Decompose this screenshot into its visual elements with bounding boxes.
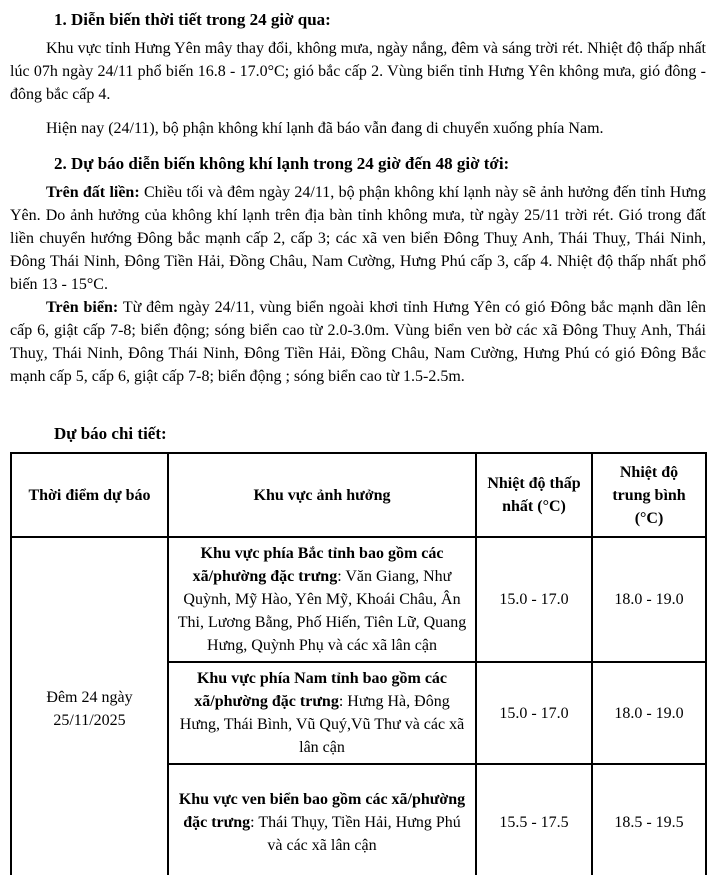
detail-forecast-heading: Dự báo chi tiết: bbox=[54, 424, 167, 443]
header-forecast-time: Thời điểm dự báo bbox=[11, 453, 168, 537]
sea-forecast-paragraph bbox=[10, 296, 706, 388]
region-coast-text: : Thái Thụy, Tiền Hải, Hưng Phú và các xã lân cận bbox=[250, 813, 461, 854]
table-row bbox=[11, 537, 706, 662]
region-south-lead: Khu vực phía Nam tỉnh bao gồm các xã/phường đặc trưng bbox=[194, 670, 448, 710]
region-north-text: : Văn Giang, Như Quỳnh, Mỹ Hào, Yên Mỹ, Khoái Châu, Ân Thi, Lương Bằng, Phố Hiến, Tiên Lữ, Quang Hưng, Quỳnh Phụ và các xã lân cận bbox=[177, 568, 467, 654]
region-cell-north bbox=[168, 537, 476, 662]
current-status-paragraph: Hiện nay (24/11), bộ phận không khí lạnh đã báo vẫn đang di chuyển xuống phía Nam. bbox=[46, 120, 604, 137]
region-coast-lead: Khu vực ven biển bao gồm các xã/phường đặc trưng bbox=[178, 790, 466, 831]
temp-avg-cell: 18.5 - 19.5 bbox=[592, 764, 706, 875]
land-forecast-lead: Trên đất liền: bbox=[46, 184, 140, 201]
sea-forecast-text: Từ đêm ngày 24/11, vùng biển ngoài khơi tỉnh Hưng Yên có gió Đông bắc mạnh dần lên cấp 6, giật cấp 7-8; biển động; sóng biển cao từ 2.0-3.0m. Vùng biển ven bờ các xã Đông Thuỵ Anh, Thái Thuỵ, Thái Ninh, Đông Thái Ninh, Đông Tiền Hải, Đồng Châu, Nam Cường, Hưng Phú có gió Đông Bắc mạnh cấp 5, cấp 6, giật cấp 7-8; biển động ; sóng biển cao từ 1.5-2.5m. bbox=[10, 299, 706, 385]
land-forecast-paragraph bbox=[10, 181, 706, 296]
temp-min-cell: 15.0 - 17.0 bbox=[476, 662, 592, 764]
region-cell-coast bbox=[168, 764, 476, 875]
section-1-heading: 1. Diễn biến thời tiết trong 24 giờ qua: bbox=[54, 10, 331, 29]
temp-avg-cell: 18.0 - 19.0 bbox=[592, 662, 706, 764]
header-affected-area: Khu vực ảnh hưởng bbox=[168, 453, 476, 537]
forecast-time-cell: Đêm 24 ngày 25/11/2025 bbox=[11, 537, 168, 875]
region-cell-south bbox=[168, 662, 476, 764]
sea-forecast-lead: Trên biển: bbox=[46, 299, 119, 316]
temp-min-cell: 15.0 - 17.0 bbox=[476, 537, 592, 662]
past-weather-paragraph: Khu vực tỉnh Hưng Yên mây thay đổi, không mưa, ngày nắng, đêm và sáng trời rét. Nhiệt độ thấp nhất lúc 07h ngày 24/11 phổ biến 16.8 - 17.0°C; gió bắc cấp 2. Vùng biển tỉnh Hưng Yên không mưa, gió đông - đông bắc cấp 4. bbox=[10, 40, 706, 103]
header-temp-min: Nhiệt độ thấp nhất (°C) bbox=[476, 453, 592, 537]
region-north-lead: Khu vực phía Bắc tỉnh bao gồm các xã/phường đặc trưng bbox=[192, 545, 444, 585]
temp-min-cell: 15.5 - 17.5 bbox=[476, 764, 592, 875]
detail-forecast-table bbox=[10, 452, 707, 875]
table-header-row bbox=[11, 453, 706, 537]
land-forecast-text: Chiều tối và đêm ngày 24/11, bộ phận không khí lạnh này sẽ ảnh hưởng đến tỉnh Hưng Yên. Do ảnh hưởng của không khí lạnh trên địa bàn tỉnh không mưa, từ ngày 25/11 trời rét. Gió trong đất liền chuyển hướng Đông bắc mạnh cấp 2, cấp 3; các xã ven biển Đông Thuỵ Anh, Thái Thuỵ, Thái Ninh, Đông Thái Ninh, Đông Tiền Hải, Đồng Châu, Nam Cường, Hưng Phú cấp 3, cấp 4. Nhiệt độ thấp nhất phổ biến 13 - 15°C. bbox=[10, 184, 707, 293]
region-south-text: : Hưng Hà, Đông Hưng, Thái Bình, Vũ Quý,Vũ Thư và các xã lân cận bbox=[179, 693, 465, 756]
temp-avg-cell: 18.0 - 19.0 bbox=[592, 537, 706, 662]
header-temp-avg: Nhiệt độ trung bình (°C) bbox=[592, 453, 706, 537]
section-2-heading: 2. Dự báo diễn biến không khí lạnh trong 24 giờ đến 48 giờ tới: bbox=[54, 154, 510, 173]
